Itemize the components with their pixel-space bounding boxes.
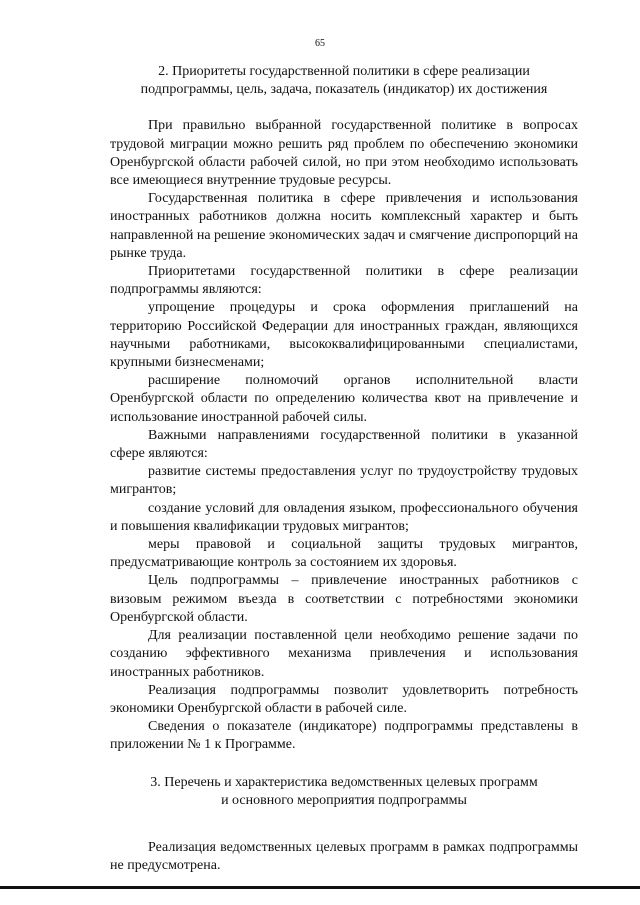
list-item-paragraph: расширение полномочий органов исполнительной власти Оренбургской области по определению количества квот на привлечение и использование иностранной рабочей силы. xyxy=(110,373,578,425)
page-content xyxy=(110,63,578,875)
paragraph: Сведения о показателе (индикаторе) подпрограммы представлены в приложении № 1 к Программе. xyxy=(110,719,578,753)
paragraph: Для реализации поставленной цели необходимо решение задачи по созданию эффективного механизма привлечения и использования иностранных работников. xyxy=(110,628,578,680)
section-3-heading-line-1: 3. Перечень и характеристика ведомственных целевых программ xyxy=(150,774,538,790)
list-item-paragraph: упрощение процедуры и срока оформления приглашений на территорию Российской Федерации для иностранных граждан, являющихся научными работниками, высококвалифицированными специалистами, крупными бизнесменами; xyxy=(110,300,578,371)
page-number: 65 xyxy=(315,38,325,49)
spacer xyxy=(110,99,578,117)
paragraph: При правильно выбранной государственной политике в вопросах трудовой миграции можно решить ряд проблем по обеспечению экономики Оренбургской области рабочей силой, но при этом необходимо использовать все имеющиеся внутренние трудовые ресурсы. xyxy=(110,118,578,189)
paragraph: Цель подпрограммы – привлечение иностранных работников с визовым режимом въезда в соответствии с потребностями экономики Оренбургской области. xyxy=(110,573,578,625)
paragraph: Приоритетами государственной политики в сфере реализации подпрограммы являются: xyxy=(110,264,578,298)
list-item-paragraph: меры правовой и социальной защиты трудовых мигрантов, предусматривающие контроль за состоянием их здоровья. xyxy=(110,537,578,571)
paragraph: Государственная политика в сфере привлечения и использования иностранных работников должна носить комплексный характер и быть направленной на решение экономических задач и смягчение диспропорций на рынке труда. xyxy=(110,191,578,261)
section-2-heading xyxy=(110,63,578,99)
list-item-paragraph: создание условий для овладения языком, профессионального обучения и повышения квалификации трудовых мигрантов; xyxy=(110,500,578,534)
section-3-body xyxy=(110,839,578,875)
list-item-paragraph: развитие системы предоставления услуг по трудоустройству трудовых мигрантов; xyxy=(110,464,578,498)
spacer xyxy=(110,755,578,774)
section-3-heading-line-2: и основного мероприятия подпрограммы xyxy=(221,792,467,808)
paragraph: Реализация ведомственных целевых программ в рамках подпрограммы не предусмотрена. xyxy=(110,839,578,874)
section-2-heading-line-2: подпрограммы, цель, задача, показатель (индикатор) их достижения xyxy=(140,82,548,98)
section-2-heading-line-1: 2. Приоритеты государственной политики в сфере реализации xyxy=(158,64,530,79)
section-3-heading xyxy=(110,774,578,810)
section-2-body xyxy=(110,117,578,754)
bottom-scan-edge-rule xyxy=(0,886,640,889)
spacer xyxy=(110,810,578,839)
paragraph: Важными направлениями государственной политики в указанной сфере являются: xyxy=(110,427,578,462)
paragraph: Реализация подпрограммы позволит удовлетворить потребность экономики Оренбургской области в рабочей силе. xyxy=(110,682,578,716)
